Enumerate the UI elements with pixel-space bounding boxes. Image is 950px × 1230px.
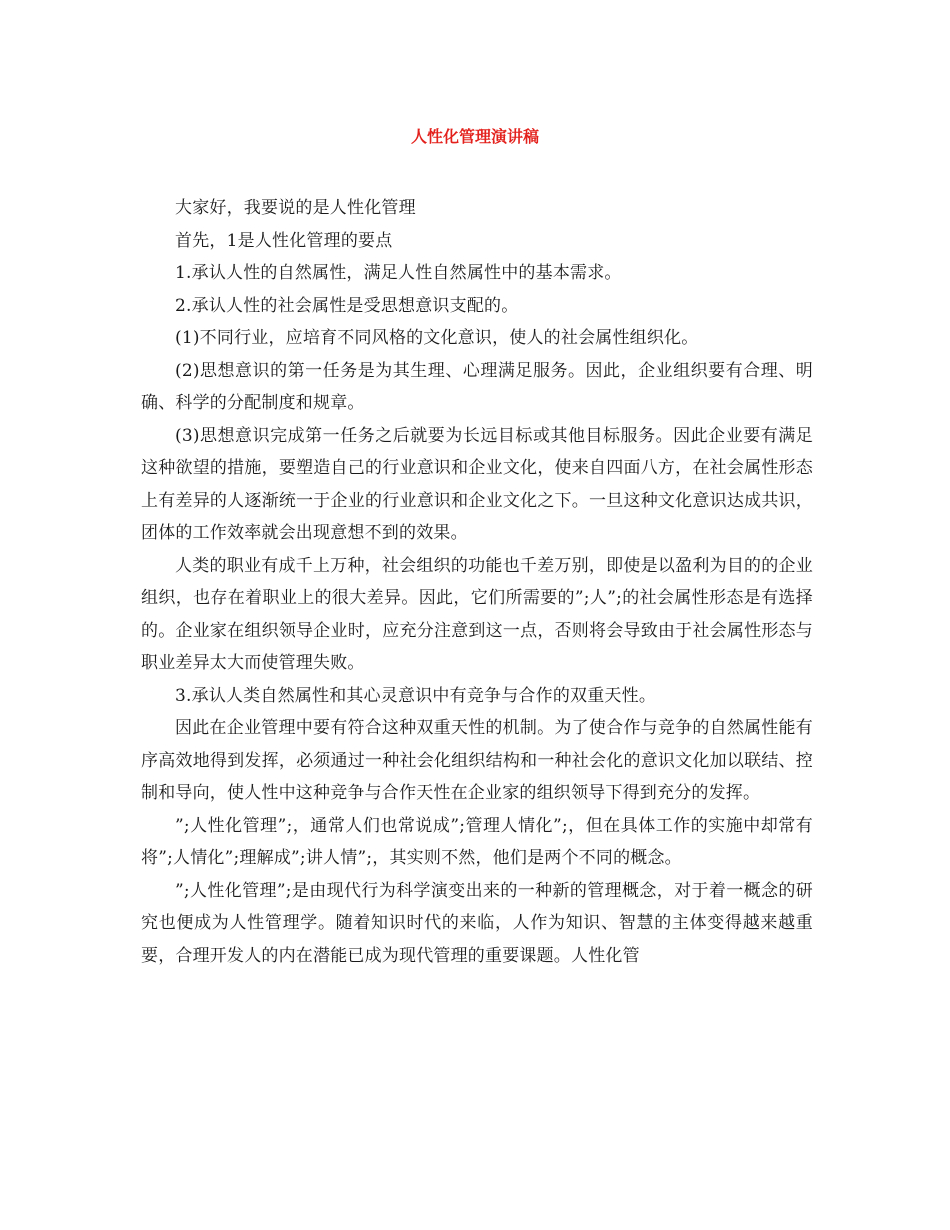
paragraph-point-3: 3.承认人类自然属性和其心灵意识中有竞争与合作的双重天性。	[175, 685, 657, 706]
paragraph-subpoint-2: (2)思想意识的第一任务是为其生理、心理满足服务。因此，企业组织要有合理、明确、科学的分配制度和规章。	[141, 360, 813, 413]
paragraph-humanized-origin: ”;人性化管理”;是由现代行为科学演变出来的一种新的管理概念，对于着一概念的研究也便成为人性管理学。随着知识时代的来临，人作为知识、智慧的主体变得越来越重要，合理开发人的内在潜能已成为现代管理的重要课题。人性化管	[141, 880, 813, 966]
document-title: 人性化管理演讲稿	[410, 127, 539, 146]
paragraph-mechanism: 因此在企业管理中要有符合这种双重天性的机制。为了使合作与竞争的自然属性能有序高效地得到发挥，必须通过一种社会化组织结构和一种社会化的意识文化加以联结、控制和导向，使人性中这种竞争与合作天性在企业家的组织领导下得到充分的发挥。	[141, 718, 813, 803]
paragraph-subpoint-3: (3)思想意识完成第一任务之后就要为长远目标或其他目标服务。因此企业要有满足这种欲望的措施，要塑造自己的行业意识和企业文化，使来自四面八方，在社会属性形态上有差异的人逐渐统一于企业的行业意识和企业文化之下。一旦这种文化意识达成共识，团体的工作效率就会出现意想不到的效果。	[141, 425, 813, 543]
paragraph-greeting: 大家好，我要说的是人性化管理	[175, 198, 416, 218]
paragraph-intro: 首先，1是人性化管理的要点	[175, 230, 393, 251]
paragraph-point-2: 2.承认人性的社会属性是受思想意识支配的。	[175, 295, 519, 316]
paragraph-occupations: 人类的职业有成千上万种，社会组织的功能也千差万别，即使是以盈利为目的的企业组织，也存在着职业上的很大差异。因此，它们所需要的”;人”;的社会属性形态是有选择的。企业家在组织领导企业时，应充分注意到这一点，否则将会导致由于社会属性形态与职业差异太大而使管理失败。	[141, 555, 813, 673]
paragraph-point-1: 1.承认人性的自然属性，满足人性自然属性中的基本需求。	[175, 263, 622, 283]
document-body	[141, 192, 813, 972]
paragraph-humanized-vs-emotional: ”;人性化管理”;，通常人们也常说成”;管理人情化”;，但在具体工作的实施中却常有将”;人情化”;理解成”;讲人情”;，其实则不然，他们是两个不同的概念。	[141, 815, 813, 868]
paragraph-subpoint-1: (1)不同行业，应培育不同风格的文化意识，使人的社会属性组织化。	[175, 328, 699, 348]
